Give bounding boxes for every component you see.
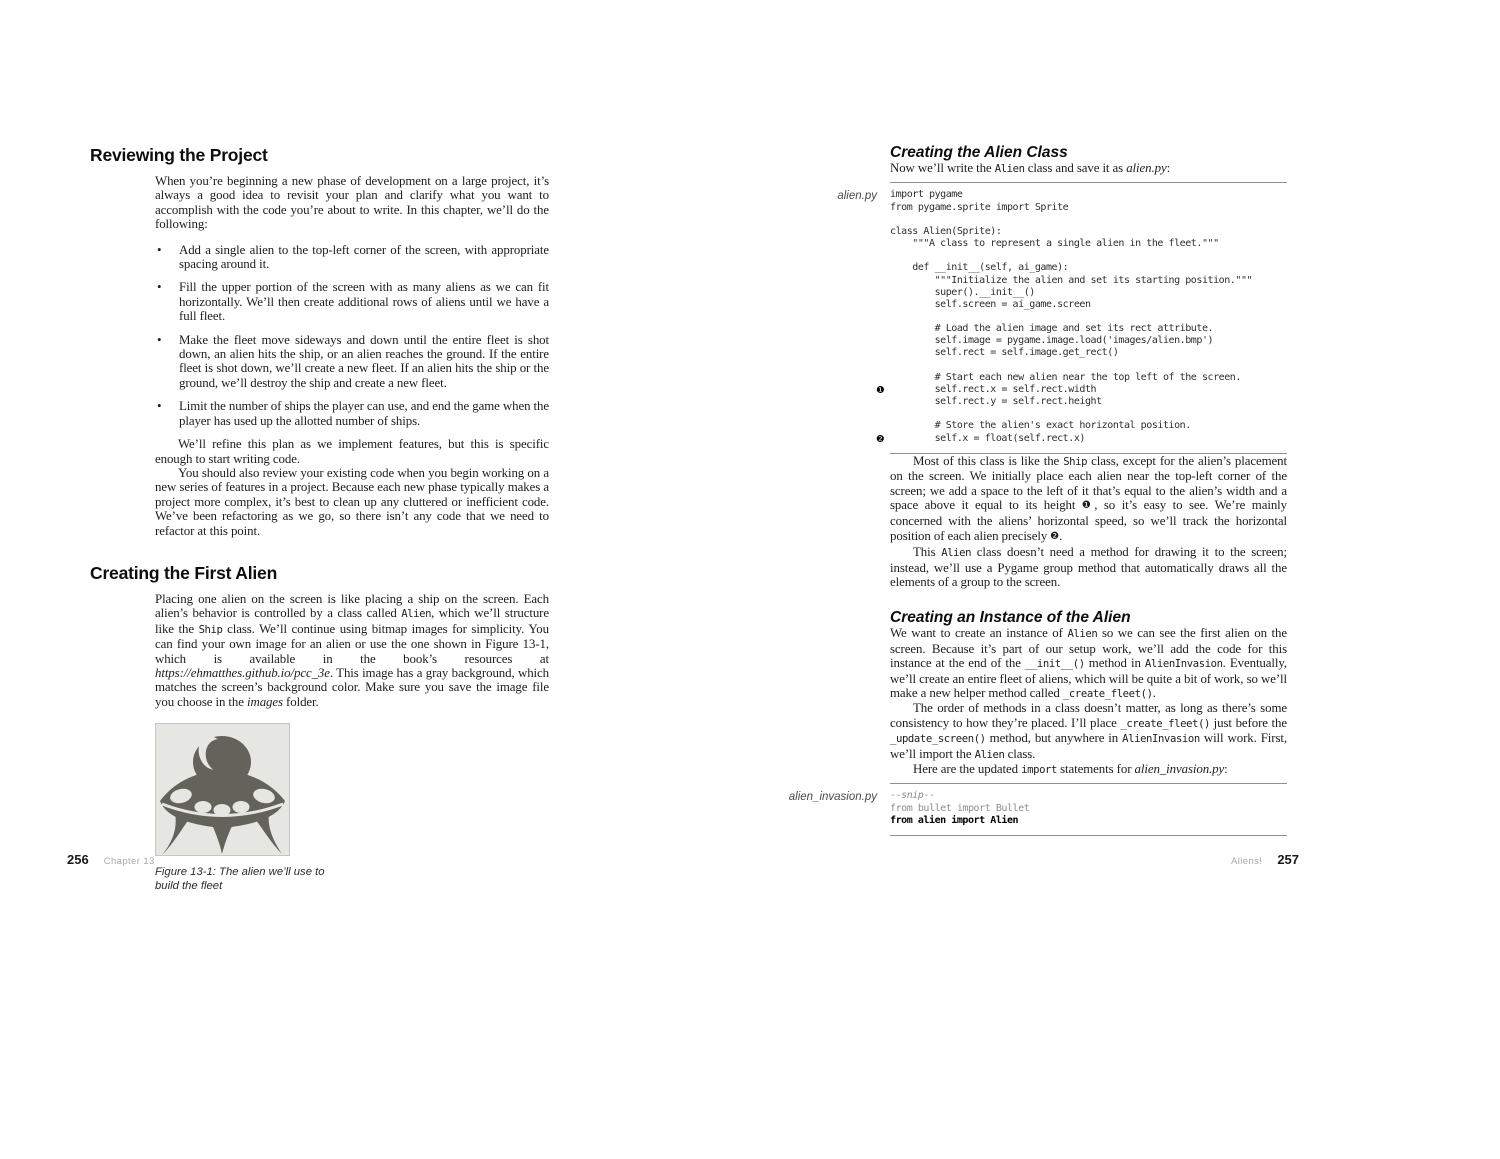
text-segment: class, except for the alien’s placement on the screen. We initially place each alien near the top-left corner of the screen; we add a space to the left of it that’s equal to the alien’s width and a space above it equal to its height xyxy=(890,453,1287,512)
text-segment: Here are the updated xyxy=(913,762,1022,776)
code-text: class Alien(Sprite): xyxy=(890,225,1002,237)
text-segment: , so it’s easy to see. We’re mainly concerned with the aliens’ horizontal speed, so we’ll track the horizontal position of each alien precisely xyxy=(890,497,1288,543)
inline-code: Ship xyxy=(1063,455,1088,468)
code-text: self.rect.x = self.rect.width xyxy=(890,383,1097,395)
code-text xyxy=(890,250,896,261)
text-segment: images xyxy=(247,694,283,709)
text-segment: Placing one alien on the screen is like placing a ship on the screen. Each alien’s behavior is controlled by a class called xyxy=(155,591,549,621)
code-text: # Load the alien image and set its rect attribute. xyxy=(890,323,1214,335)
code-annotation-marker: ❶ xyxy=(876,384,885,396)
code-line xyxy=(890,275,1287,287)
paragraph: We’ll refine this plan as we implement features, but this is specific enough to start writing code. xyxy=(155,437,549,466)
code-text: --snip-- xyxy=(890,790,935,802)
section-body xyxy=(155,174,549,538)
code-line xyxy=(890,202,1287,214)
right-page-column xyxy=(788,144,1288,836)
text-segment: method in xyxy=(1084,656,1145,671)
code-line xyxy=(890,262,1287,274)
code-listing-alien-py xyxy=(837,182,1287,453)
text-segment: statements for xyxy=(1057,762,1135,776)
text-segment: https://ehmatthes.github.io/pcc_3e xyxy=(155,665,330,680)
paragraph xyxy=(890,701,1287,762)
text-segment: method, but anywhere in xyxy=(985,731,1123,746)
code-line xyxy=(876,432,1287,445)
text-segment: : xyxy=(1224,762,1228,776)
inline-code: Ship xyxy=(198,623,223,636)
inline-code: _create_fleet() xyxy=(1120,717,1211,730)
text-segment: . This image has a gray background, which matches the screen’s background color. Make sure you save the image file you choose in the xyxy=(155,665,549,709)
inline-code: Alien xyxy=(941,547,972,560)
text-segment: . xyxy=(1059,528,1063,543)
inline-code: __init__() xyxy=(1024,658,1085,671)
section-heading-reviewing-the-project: Reviewing the Project xyxy=(90,145,268,165)
code-line xyxy=(890,299,1287,311)
code-line xyxy=(890,347,1287,359)
paragraph xyxy=(890,161,1287,176)
code-line xyxy=(890,803,1287,815)
text-segment: class. xyxy=(1004,746,1036,761)
code-text xyxy=(890,360,896,371)
code-line xyxy=(890,790,1287,802)
code-line xyxy=(890,815,1287,827)
paragraph xyxy=(890,545,1287,589)
code-lines xyxy=(890,790,1287,826)
code-text: """A class to represent a single alien in the fleet.""" xyxy=(890,238,1219,250)
code-text xyxy=(890,408,896,419)
code-line xyxy=(890,226,1287,238)
code-text: self.image = pygame.image.load('images/alien.bmp') xyxy=(890,335,1214,347)
code-listing-alien-invasion-py xyxy=(788,783,1287,835)
text-segment: : xyxy=(1166,161,1171,175)
code-text: self.x = float(self.rect.x) xyxy=(890,432,1085,444)
code-text: from bullet import Bullet xyxy=(890,802,1030,814)
alien-ufo-image xyxy=(155,723,290,856)
code-text: self.rect.y = self.rect.height xyxy=(890,396,1102,408)
paragraph xyxy=(155,592,549,709)
code-line xyxy=(890,360,1287,372)
code-line xyxy=(890,287,1287,299)
inline-code: Alien xyxy=(401,608,432,621)
code-text xyxy=(890,311,896,322)
text-segment: class and save it as xyxy=(1024,161,1127,175)
code-text: # Start each new alien near the top left of the screen. xyxy=(890,371,1241,383)
inline-code: Alien xyxy=(974,748,1005,761)
text-segment: This xyxy=(913,545,942,560)
inline-code: Alien xyxy=(994,163,1025,175)
running-head: Aliens! xyxy=(1231,856,1263,867)
text-segment: class. We’ll continue using bitmap images for simplicity. You can find your own image for an alien or use the one shown in Figure 13-1, which is available in the book’s resources at xyxy=(155,621,549,666)
bullet-item: • Add a single alien to the top-left corner of the screen, with appropriate spacing around it. xyxy=(179,243,549,272)
inline-code: import xyxy=(1021,764,1058,776)
text-segment: class doesn’t need a method for drawing it to the screen; instead, we’ll use a Pygame group method that automatically draws all the elements of a group to the screen. xyxy=(890,545,1288,589)
running-head: Chapter 13 xyxy=(103,856,155,867)
paragraph xyxy=(890,626,1287,701)
code-line xyxy=(890,396,1287,408)
subsection-heading-creating-an-instance-of-the-alien: Creating an Instance of the Alien xyxy=(890,609,1131,627)
code-listing-filename-label: alien.py xyxy=(837,190,877,203)
code-annotation-marker: ❷ xyxy=(876,433,885,445)
text-segment: The order of methods in a class doesn’t matter, as long as there’s some consistency to how they’re placed. I’ll place xyxy=(890,701,1287,730)
code-line xyxy=(890,372,1287,384)
inline-annotation-marker: ❷ xyxy=(1050,530,1060,542)
text-segment: alien.py xyxy=(1126,161,1167,175)
code-listing-filename-label: alien_invasion.py xyxy=(788,791,877,804)
code-text: from alien import Alien xyxy=(890,814,1019,826)
section-body xyxy=(155,592,549,709)
code-line xyxy=(890,323,1287,335)
code-text: import pygame xyxy=(890,189,963,201)
bullet-item: • Make the fleet move sideways and down until the entire fleet is shot down, an alien hits the ship, or an alien reaches the ground. If the entire fleet is shot down, we’ll create a new fleet. If an alien hits the ship or the ground, we’ll destroy the ship and create a new fleet. xyxy=(179,333,549,391)
text-segment: We want to create an instance of xyxy=(890,626,1068,641)
code-line xyxy=(876,383,1287,396)
text-segment: will work. First, we’ll import the xyxy=(890,731,1287,761)
code-line xyxy=(890,189,1287,201)
code-lines xyxy=(876,189,1287,445)
paragraph xyxy=(890,762,1287,777)
page-number: 257 xyxy=(1277,852,1300,867)
inline-code: Alien xyxy=(1067,628,1098,641)
code-line xyxy=(890,408,1287,420)
code-text xyxy=(890,214,896,225)
bullet-list xyxy=(155,243,549,428)
figure-caption: Figure 13-1: The alien we’ll use to build the fleet xyxy=(155,866,325,892)
code-text: # Store the alien's exact horizontal position. xyxy=(890,420,1191,432)
text-segment: folder. xyxy=(282,694,319,709)
text-segment: , which we’ll structure like the xyxy=(155,606,549,636)
code-line xyxy=(890,311,1287,323)
code-text: """Initialize the alien and set its starting position.""" xyxy=(890,274,1253,286)
code-line xyxy=(890,420,1287,432)
left-page-footer xyxy=(67,852,155,867)
text-segment: . xyxy=(1152,685,1156,700)
code-line xyxy=(890,250,1287,262)
paragraph xyxy=(890,454,1287,545)
code-text: from pygame.sprite import Sprite xyxy=(890,201,1069,213)
paragraph: You should also review your existing code when you begin working on a new series of features in a project. Because each new phase typically makes a project more complex, it’s best to clean up any cluttered or inefficient code. We’ve been refactoring as we go, so there isn’t any code that we need to refactor at this point. xyxy=(155,465,549,538)
figure-13-1 xyxy=(155,723,290,856)
code-text: def __init__(self, ai_game): xyxy=(890,262,1069,274)
code-text: self.screen = ai_game.screen xyxy=(890,298,1091,310)
inline-code: _update_screen() xyxy=(890,733,986,746)
left-page-column xyxy=(90,146,549,893)
page-number: 256 xyxy=(67,852,89,867)
code-text: self.rect = self.image.get_rect() xyxy=(890,347,1119,359)
inline-code: AlienInvasion xyxy=(1144,658,1223,671)
text-segment: alien_invasion.py xyxy=(1134,762,1225,776)
subsection-heading-creating-the-alien-class: Creating the Alien Class xyxy=(890,144,1068,161)
text-segment: so we can see the first alien on the screen. Because it’s part of our setup work, we’ll add the code for this instance at the end of the xyxy=(890,626,1287,671)
bullet-item: • Limit the number of ships the player can use, and end the game when the player has used up the allotted number of ships. xyxy=(179,399,549,428)
code-text: super().__init__() xyxy=(890,286,1035,298)
inline-code: AlienInvasion xyxy=(1122,733,1200,746)
inline-annotation-marker: ❶ xyxy=(1081,499,1095,511)
code-line xyxy=(890,335,1287,347)
text-segment: . Eventually, we’ll create an entire fleet of aliens, which will be quite a bit of work, so we’ll make a new helper method called xyxy=(890,656,1287,700)
code-line xyxy=(890,214,1287,226)
code-line xyxy=(890,238,1287,250)
section-heading-creating-the-first-alien: Creating the First Alien xyxy=(90,562,278,583)
text-segment: Most of this class is like the xyxy=(913,453,1064,468)
inline-code: _create_fleet() xyxy=(1062,687,1153,700)
text-segment: just before the xyxy=(1210,715,1287,730)
bullet-item: • Fill the upper portion of the screen with as many aliens as we can fit horizontally. We’ll then create additional rows of aliens until we have a full fleet. xyxy=(179,280,549,323)
right-page-footer xyxy=(1231,852,1299,867)
paragraph: When you’re beginning a new phase of development on a large project, it’s always a good idea to revisit your plan and clarify what you want to accomplish with the code you’re about to write. In this chapter, we’ll do the following: xyxy=(155,174,549,232)
text-segment: Now we’ll write the xyxy=(890,161,995,175)
